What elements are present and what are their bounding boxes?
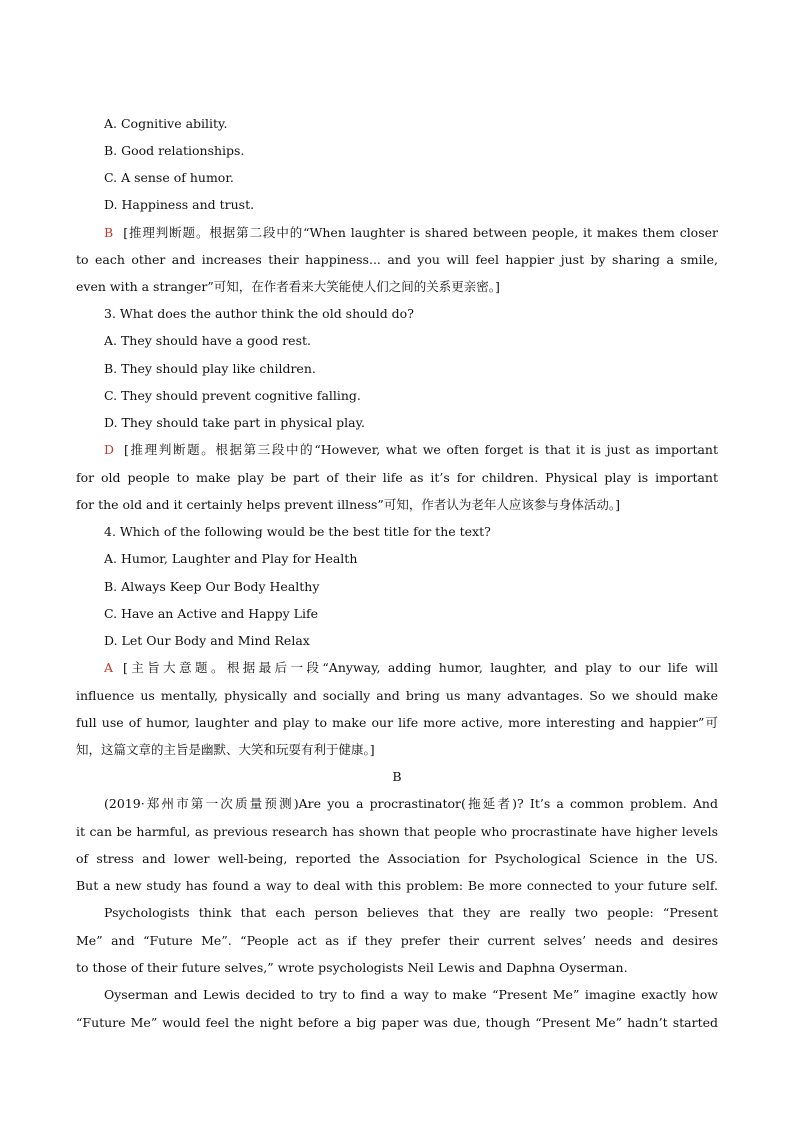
q3-option-d: D. They should take part in physical play. — [104, 415, 366, 430]
passage-p2-line-3: to those of their future selves,” wrote psychologists Neil Lewis and Daphna Oyserman. — [76, 960, 628, 975]
q4-explanation-line-3: full use of humor, laughter and play to make our life more active, more interesting and happier”可 — [76, 715, 718, 730]
q4-question: 4. Which of the following would be the best title for the text? — [104, 524, 491, 539]
passage-p1-line-3: of stress and lower well-being, reported the Association for Psychological Science in the US. — [76, 851, 718, 866]
passage-p2-line-1: Psychologists think that each person believes that they are really two people: “Present — [104, 905, 718, 920]
q4-option-c: C. Have an Active and Happy Life — [104, 606, 319, 621]
q3-option-b: B. They should play like children. — [104, 361, 316, 376]
q2-option-d: D. Happiness and trust. — [104, 197, 255, 212]
q2-answer: B — [104, 225, 114, 240]
q2-explanation-line-3: even with a stranger”可知，在作者看来大笑能使人们之间的关系更亲密。] — [76, 279, 500, 294]
passage-p1-line-2: it can be harmful, as previous research has shown that people who procrastinate have higher levels — [76, 824, 718, 839]
q3-option-a: A. They should have a good rest. — [104, 333, 311, 348]
q4-explanation-line-2: influence us mentally, physically and socially and bring us many advantages. So we should make — [76, 688, 718, 703]
q4-option-b: B. Always Keep Our Body Healthy — [104, 579, 320, 594]
passage-p3-line-2: “Future Me” would feel the night before a big paper was due, though “Present Me” hadn’t started — [76, 1015, 718, 1030]
q3-explanation-line-2: for old people to make play be part of their life as it’s for children. Physical play is important — [76, 470, 718, 485]
q2-option-b: B. Good relationships. — [104, 143, 245, 158]
q4-option-a: A. Humor, Laughter and Play for Health — [104, 551, 358, 566]
q3-option-c: C. They should prevent cognitive falling. — [104, 388, 361, 403]
q3-answer: D — [104, 442, 115, 457]
q2-option-a: A. Cognitive ability. — [104, 116, 228, 131]
q2-explanation-line-2: to each other and increases their happiness... and you will feel happier just by sharing a smile, — [76, 252, 718, 267]
passage-p3-line-1: Oyserman and Lewis decided to try to find a way to make “Present Me” imagine exactly how — [104, 987, 718, 1002]
section-label: B — [392, 769, 402, 784]
q2-option-c: C. A sense of humor. — [104, 170, 234, 185]
passage-p1-line-4: But a new study has found a way to deal with this problem: Be more connected to your future self. — [76, 878, 718, 893]
q4-explanation-line-1: A [主旨大意题。根据最后一段“Anyway, adding humor, laughter, and play to our life will — [104, 660, 718, 675]
q3-explanation-line-1: D [推理判断题。根据第三段中的“However, what we often forget is that it is just as important — [104, 442, 718, 457]
q3-explanation-line-3: for the old and it certainly helps prevent illness”可知，作者认为老年人应该参与身体活动。] — [76, 497, 620, 512]
q4-explanation-line-4: 知，这篇文章的主旨是幽默、大笑和玩耍有利于健康。] — [76, 742, 375, 757]
q4-answer: A — [104, 660, 114, 675]
passage-p1-line-1: (2019·郑州市第一次质量预测)Are you a procrastinator(拖延者)? It’s a common problem. And — [104, 796, 718, 811]
q3-question: 3. What does the author think the old should do? — [104, 306, 414, 321]
q2-explanation-line-1: B [推理判断题。根据第二段中的“When laughter is shared between people, it makes them closer — [104, 225, 718, 240]
passage-p2-line-2: Me” and “Future Me”. “People act as if they prefer their current selves’ needs and desires — [76, 933, 718, 948]
q4-option-d: D. Let Our Body and Mind Relax — [104, 633, 310, 648]
